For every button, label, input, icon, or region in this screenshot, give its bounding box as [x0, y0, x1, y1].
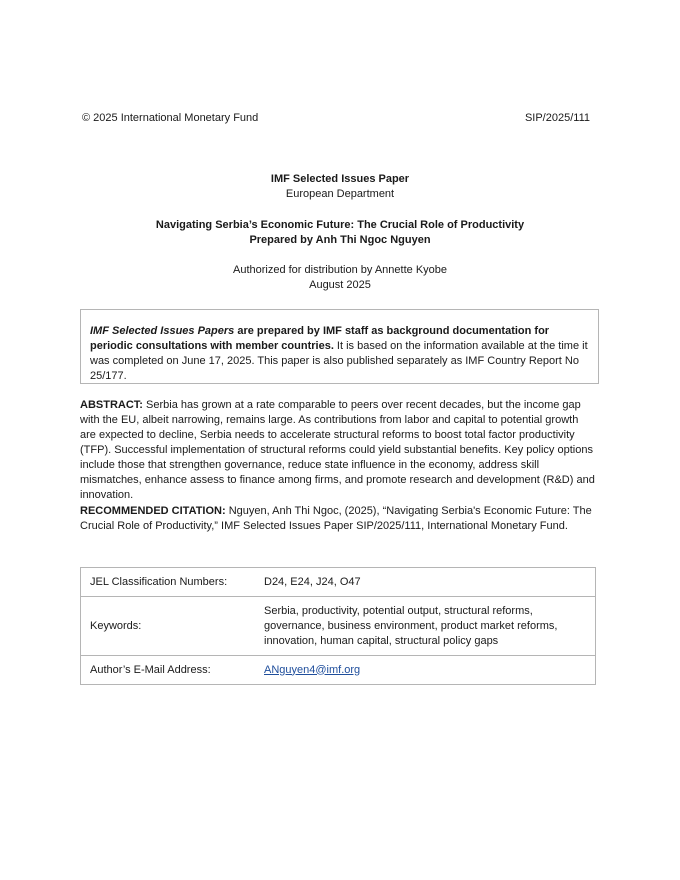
abstract: [80, 398, 596, 503]
page-header: [82, 111, 590, 126]
citation-label: RECOMMENDED CITATION:: [80, 505, 226, 517]
department-name: European Department: [285, 188, 395, 200]
disclaimer-regular-text: It is based on the information available at the time it was completed on June 17, 2025. This paper is also published separately as IMF Country Report No 25/177.: [90, 340, 588, 382]
copyright-notice: © 2025 International Monetary Fund: [82, 112, 259, 124]
table-row: [81, 656, 596, 685]
abstract-text: Serbia has grown at a rate comparable to peers over recent decades, but the income gap with the EU, albeit narrowing, remains large. As contributions from labor and capital to potential growth are expected to decline, Serbia needs to accelerate structural reforms to boost total factor productivity (TFP). Successful implementation of structural reforms could yield substantial benefits. Key policy options include those that strengthen governance, reduce state influence in the economy, address skill mismatches, enhance assess to finance among firms, and promote research and development (R&D) and innovation.: [80, 399, 595, 501]
keywords-value: Serbia, productivity, potential output, structural reforms, governance, business environment, product market reforms, innovation, human capital, structural policy gaps: [264, 597, 596, 656]
disclaimer-box: [80, 309, 599, 384]
publication-date: August 2025: [309, 279, 371, 291]
jel-value: D24, E24, J24, O47: [264, 568, 596, 597]
citation-text: Nguyen, Anh Thi Ngoc, (2025), “Navigating Serbia's Economic Future: The Crucial Role of Productivity,” IMF Selected Issues Paper SIP/2025/111, International Monetary Fund.: [80, 505, 592, 532]
author-line: Prepared by Anh Thi Ngoc Nguyen: [249, 234, 431, 246]
email-cell: [264, 656, 596, 685]
paper-title: Navigating Serbia’s Economic Future: The Crucial Role of Productivity: [155, 219, 525, 231]
jel-label: JEL Classification Numbers:: [81, 568, 265, 597]
disclaimer-series-name: IMF Selected Issues Papers: [90, 325, 235, 337]
title-block: [0, 218, 680, 248]
recommended-citation: [80, 504, 596, 534]
classification-table: [80, 567, 596, 685]
abstract-label: ABSTRACT:: [80, 399, 143, 411]
series-name: IMF Selected Issues Paper: [270, 173, 410, 185]
table-row: [81, 597, 596, 656]
authorization-line: Authorized for distribution by Annette Kyobe: [232, 264, 448, 276]
paper-number: SIP/2025/111: [524, 112, 590, 124]
keywords-label: Keywords:: [81, 597, 265, 656]
disclaimer-bold-text: are prepared by IMF staff as background documentation for periodic consultations with member countries.: [90, 325, 550, 352]
series-block: [0, 172, 680, 202]
authorization-block: [0, 263, 680, 293]
table-row: [81, 568, 596, 597]
disclaimer-text: [90, 324, 589, 384]
author-email-link[interactable]: ANguyen4@imf.org: [264, 663, 361, 676]
email-label: Author’s E-Mail Address:: [81, 656, 265, 685]
